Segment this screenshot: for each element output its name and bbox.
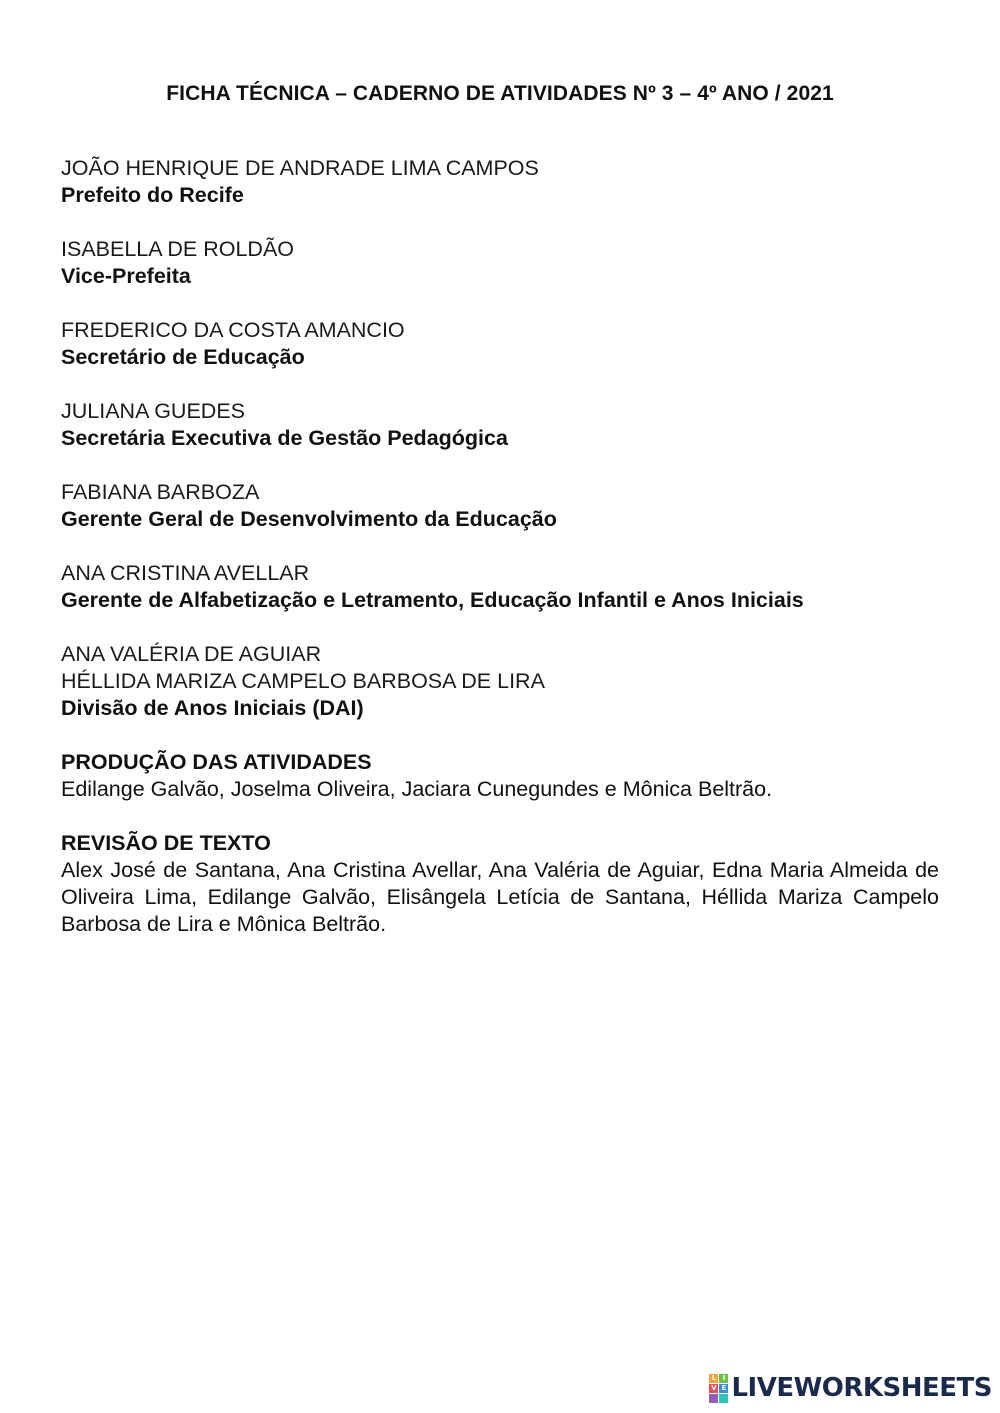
production-section [61, 749, 939, 803]
person-role: Secretária Executiva de Gestão Pedagógica [61, 426, 508, 450]
person-name: JULIANA GUEDES [61, 399, 245, 423]
credit-entry [61, 155, 939, 209]
document-title: FICHA TÉCNICA – CADERNO DE ATIVIDADES Nº 3 – 4º ANO / 2021 [166, 82, 834, 105]
person-role: Gerente Geral de Desenvolvimento da Educação [61, 507, 557, 531]
person-role: Divisão de Anos Iniciais (DAI) [61, 696, 364, 720]
person-name: ISABELLA DE ROLDÃO [61, 237, 295, 261]
credit-entry [61, 236, 939, 290]
credits-content [61, 155, 939, 965]
person-name: HÉLLIDA MARIZA CAMPELO BARBOSA DE LIRA [61, 669, 545, 693]
person-name: FABIANA BARBOZA [61, 480, 260, 504]
person-name: JOÃO HENRIQUE DE ANDRADE LIMA CAMPOS [61, 156, 539, 180]
person-name: ANA CRISTINA AVELLAR [61, 561, 310, 585]
liveworksheets-logo-icon [709, 1374, 728, 1403]
person-role: Gerente de Alfabetização e Letramento, Educação Infantil e Anos Iniciais [61, 588, 804, 612]
logo-tile: I [719, 1374, 728, 1383]
logo-tile [719, 1394, 728, 1403]
revision-section [61, 830, 939, 938]
person-name: FREDERICO DA COSTA AMANCIO [61, 318, 405, 342]
section-heading: REVISÃO DE TEXTO [61, 831, 271, 855]
person-role: Prefeito do Recife [61, 183, 244, 207]
person-role: Vice-Prefeita [61, 264, 191, 288]
credit-entry [61, 560, 939, 614]
logo-tile: V [711, 1383, 717, 1392]
logo-tile: L [709, 1374, 718, 1383]
section-text: Alex José de Santana, Ana Cristina Avellar, Ana Valéria de Aguiar, Edna Maria Almeida de Oliveira Lima, Edilange Galvão, Elisângela Letícia de Santana, Héllida Mariza Campelo Barbosa de Lira e Mônica Beltrão. [61, 858, 939, 936]
person-role: Secretário de Educação [61, 345, 305, 369]
logo-text: LIVEWORKSHEETS [731, 1373, 992, 1403]
credit-entry [61, 479, 939, 533]
section-heading: PRODUÇÃO DAS ATIVIDADES [61, 750, 372, 774]
credit-entry [61, 398, 939, 452]
liveworksheets-logo [709, 1371, 992, 1405]
section-text: Edilange Galvão, Joselma Oliveira, Jaciara Cunegundes e Mônica Beltrão. [61, 777, 773, 801]
logo-tile: E [719, 1384, 728, 1393]
credit-entry [61, 317, 939, 371]
person-name: ANA VALÉRIA DE AGUIAR [61, 642, 322, 666]
credit-entry-dai [61, 641, 939, 722]
logo-tile [709, 1394, 718, 1403]
